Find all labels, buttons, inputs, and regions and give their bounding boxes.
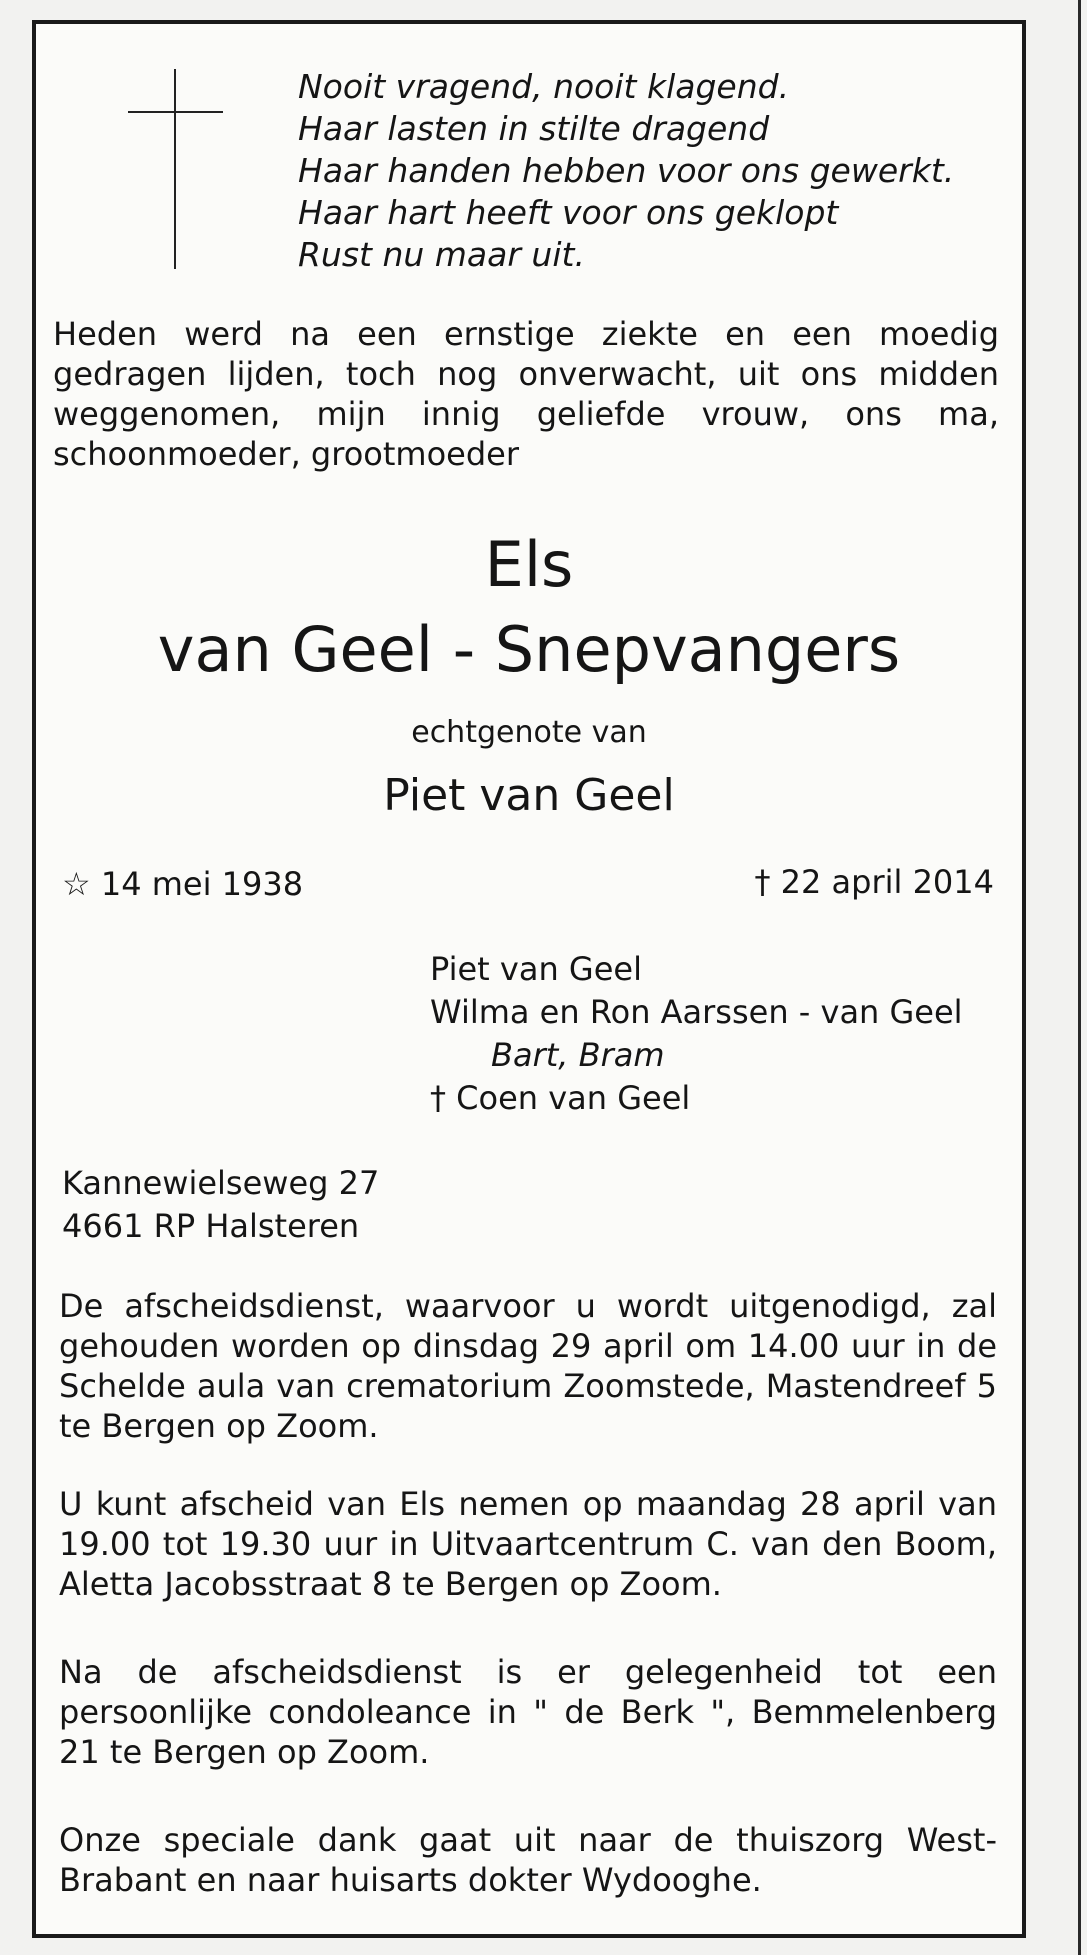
family-member: Piet van Geel <box>430 950 642 988</box>
family-member: Wilma en Ron Aarssen - van Geel <box>430 993 963 1031</box>
thanks-paragraph: Onze speciale dank gaat uit naar de thuiszorg West-Brabant en naar huisarts dokter Wydooghe. <box>59 1821 997 1899</box>
poem-line: Nooit vragend, nooit klagend. <box>298 67 790 106</box>
viewing-paragraph: U kunt afscheid van Els nemen op maandag 28 april van 19.00 tot 19.30 uur in Uitvaartcentrum C. van den Boom, Aletta Jacobsstraat 8 te Bergen op Zoom. <box>59 1485 997 1603</box>
page-edge <box>1078 0 1081 1955</box>
poem-line: Haar handen hebben voor ons gewerkt. <box>298 151 955 190</box>
address-city: 4661 RP Halsteren <box>62 1207 360 1245</box>
poem <box>298 66 1018 276</box>
address <box>62 1162 379 1248</box>
spouse-label: echtgenote van <box>411 715 647 750</box>
spouse-name: Piet van Geel <box>383 770 675 821</box>
family-list <box>430 948 963 1120</box>
family-member: † Coen van Geel <box>430 1079 691 1117</box>
obituary-card <box>32 20 1026 1938</box>
birth-date: ☆ 14 mei 1938 <box>62 865 304 903</box>
deceased-full-name: van Geel - Snepvangers <box>157 613 901 686</box>
address-street: Kannewielseweg 27 <box>62 1164 380 1202</box>
poem-line: Rust nu maar uit. <box>298 235 585 274</box>
death-date: † 22 april 2014 <box>754 863 994 901</box>
poem-line: Haar hart heeft voor ons geklopt <box>298 193 839 232</box>
cross-icon <box>174 69 176 269</box>
poem-line: Haar lasten in stilte dragend <box>298 109 770 148</box>
announcement-text: Heden werd na een ernstige ziekte en een moedig gedragen lijden, toch nog onverwacht, uit ons midden weggenomen, mijn innig geliefde vrouw, ons ma, schoonmoeder, grootmoeder <box>53 315 999 473</box>
condolence-paragraph: Na de afscheidsdienst is er gelegenheid tot een persoonlijke condoleance in " de Berk ", Bemmelenberg 21 te Bergen op Zoom. <box>59 1653 997 1771</box>
cross-icon-bar <box>128 111 223 113</box>
grandchildren: Bart, Bram <box>491 1036 665 1074</box>
service-paragraph: De afscheidsdienst, waarvoor u wordt uitgenodigd, zal gehouden worden op dinsdag 29 april om 14.00 uur in de Schelde aula van crematorium Zoomstede, Mastendreef 5 te Bergen op Zoom. <box>59 1287 997 1445</box>
deceased-first-name: Els <box>484 528 574 601</box>
